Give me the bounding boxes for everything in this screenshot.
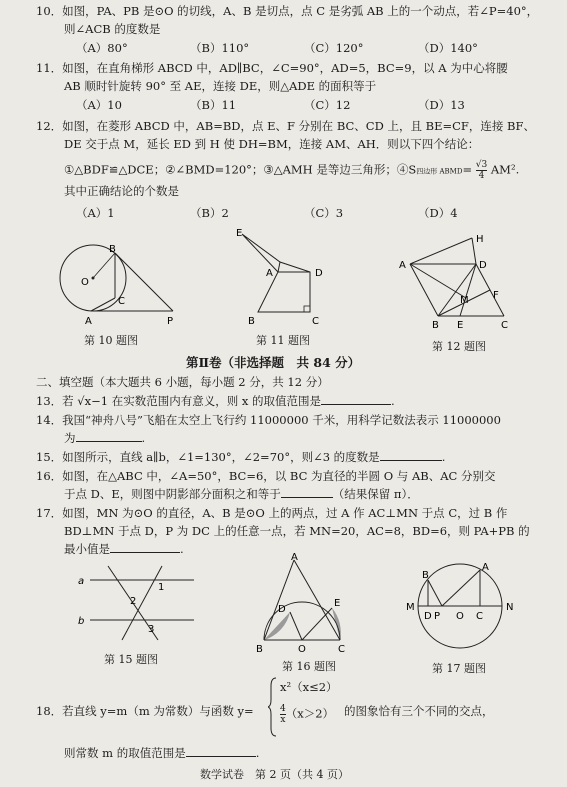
- fig15-label-b: b: [78, 616, 85, 627]
- q12-conclusions: ①△BDF≌△DCE；②∠BMD=120°；③△AMH 是等边三角形；④S四边形 ABMD= $\frac{√3}{4}$ AM².: [64, 160, 520, 181]
- fig17-label-d: D: [424, 611, 432, 622]
- fig10-label-p: P: [167, 316, 174, 327]
- fig15-label-1: 1: [158, 582, 165, 593]
- q14-text-line1: 14．我国“神舟八号”飞船在太空上飞行约 11000000 千米，用科学记数法表示 11000000: [36, 413, 501, 427]
- fig12-label-f: F: [493, 290, 499, 301]
- fig16-label-b: B: [256, 644, 263, 655]
- fig17-label-c: C: [476, 611, 483, 622]
- q10-stem-line1: 10．如图，PA、PB 是⊙O 的切线，A、B 是切点，点 C 是劣弧 AB 上的一个动点，若∠P=40°，: [36, 4, 539, 18]
- fig11-label-a: A: [266, 268, 273, 279]
- fig10-label-o: O: [81, 277, 89, 288]
- q12-option-a: （A）1: [76, 206, 115, 220]
- q18-text-line1: 18．若直线 y=m（m 为常数）与函数 y=: [36, 704, 254, 718]
- q10-option-d: （D）140°: [418, 41, 478, 55]
- figure-11: [228, 226, 338, 330]
- q12-stem-line2: DE 交于点 M，延长 ED 到 H 使 DH=BM，连接 AM、AH．则以下四个结论：: [64, 137, 480, 151]
- fig17-caption: 第 17 题图: [432, 662, 486, 675]
- fig12-label-c: C: [501, 320, 508, 331]
- fig10-caption: 第 10 题图: [84, 334, 138, 347]
- fig16-caption: 第 16 题图: [282, 660, 336, 673]
- fig12-label-b: B: [432, 320, 439, 331]
- q11-stem-line1: 11．如图，在直角梯形 ABCD 中，AD∥BC，∠C=90°，AD=5，BC=9，以 A 为中心将腰: [36, 61, 508, 75]
- fig17-label-m: M: [406, 602, 415, 613]
- q12-option-c: （C）3: [304, 206, 344, 220]
- fig11-label-c: C: [312, 316, 319, 327]
- fig10-label-b: B: [109, 244, 116, 255]
- fig12-label-a: A: [399, 260, 406, 271]
- fig10-label-c: C: [118, 296, 125, 307]
- q12-stem-line1: 12．如图，在菱形 ABCD 中，AB=BD，点 E、F 分别在 BC、CD 上，且 BE=CF，连接 BF、: [36, 119, 535, 133]
- figure-12: [396, 226, 521, 338]
- fig11-label-e: E: [236, 228, 243, 239]
- fig16-label-c: C: [338, 644, 345, 655]
- fig11-caption: 第 11 题图: [256, 334, 310, 347]
- q10-stem-line2: 则∠ACB 的度数是: [64, 22, 161, 36]
- fig17-label-b: B: [422, 570, 429, 581]
- fig15-label-2: 2: [130, 596, 137, 607]
- fig16-label-o: O: [298, 644, 306, 655]
- q16-text-line1: 16．如图，在△ABC 中，∠A=50°，BC=6，以 BC 为直径的半圆 O 与 AB、AC 分别交: [36, 469, 496, 483]
- figure-15: [74, 560, 204, 650]
- fig17-label-o: O: [456, 611, 464, 622]
- fig12-label-d: D: [479, 260, 487, 271]
- fig15-label-a: a: [78, 576, 85, 587]
- fig11-label-b: B: [248, 316, 255, 327]
- q18-text-line1-end: 的图象恰有三个不同的交点，: [344, 704, 494, 718]
- q13-text: 13．若 √x−1 在实数范围内有意义，则 x 的取值范围是 .: [36, 394, 395, 408]
- q10-option-c: （C）120°: [304, 41, 364, 55]
- q12-option-b: （B）2: [190, 206, 229, 220]
- q18-brace: [268, 676, 278, 738]
- q17-text-line3: 最小值是 .: [64, 542, 184, 556]
- q12-fraction: $\frac{√3}{4}$: [475, 160, 488, 181]
- fig12-label-m: M: [460, 295, 469, 306]
- fig17-label-n: N: [506, 602, 514, 613]
- q15-text: 15．如图所示，直线 a∥b，∠1=130°，∠2=70°，则∠3 的度数是 .: [36, 450, 446, 464]
- figure-17: [398, 558, 524, 658]
- page-footer: 数学试卷 第 2 页（共 4 页）: [200, 768, 349, 781]
- q14-text-line2: 为 .: [64, 431, 146, 445]
- q18-case1: x²（x≤2）: [280, 680, 338, 694]
- q11-option-d: （D）13: [418, 98, 465, 112]
- q11-option-a: （A）10: [76, 98, 122, 112]
- section-fill-blank: 二、填空题（本大题共 6 小题，每小题 2 分，共 12 分）: [36, 375, 329, 389]
- fig11-label-d: D: [315, 268, 323, 279]
- q12-option-d: （D）4: [418, 206, 458, 220]
- fig10-label-a: A: [85, 316, 92, 327]
- fig12-caption: 第 12 题图: [432, 340, 486, 353]
- fig16-label-e: E: [334, 598, 341, 609]
- q10-option-a: （A）80°: [76, 41, 128, 55]
- q16-text-line2: 于点 D、E，则图中阴影部分面积之和等于 （结果保留 π）．: [64, 487, 419, 501]
- fig15-label-3: 3: [148, 624, 155, 635]
- q12-stem-line3: 其中正确结论的个数是: [64, 184, 179, 198]
- q11-option-c: （C）12: [304, 98, 351, 112]
- fig12-label-h: H: [476, 234, 484, 245]
- q18-case2: $\frac{4}{x}$ （x＞2）: [280, 704, 335, 725]
- fig12-label-e: E: [457, 320, 464, 331]
- q18-text-line2: 则常数 m 的取值范围是 .: [64, 746, 260, 760]
- figure-16: [248, 552, 358, 656]
- fig16-label-d: D: [278, 604, 286, 615]
- fig16-label-a: A: [291, 552, 298, 563]
- figure-10: [55, 238, 185, 330]
- fig15-caption: 第 15 题图: [104, 653, 158, 666]
- q11-stem-line2: AB 顺时针旋转 90° 至 AE，连接 DE，则△ADE 的面积等于: [64, 79, 377, 93]
- part2-title: 第Ⅱ卷（非选择题 共 84 分）: [186, 355, 361, 370]
- fig17-label-a: A: [482, 562, 489, 573]
- fig17-label-p: P: [434, 611, 441, 622]
- q10-option-b: （B）110°: [190, 41, 250, 55]
- q17-text-line2: BD⊥MN 于点 D，P 为 DC 上的任意一点，若 MN=20，AC=8，BD=6，则 PA+PB 的: [64, 524, 530, 538]
- q11-option-b: （B）11: [190, 98, 237, 112]
- q17-text-line1: 17．如图，MN 为⊙O 的直径，A、B 是⊙O 上的两点，过 A 作 AC⊥MN 于点 C，过 B 作: [36, 506, 508, 520]
